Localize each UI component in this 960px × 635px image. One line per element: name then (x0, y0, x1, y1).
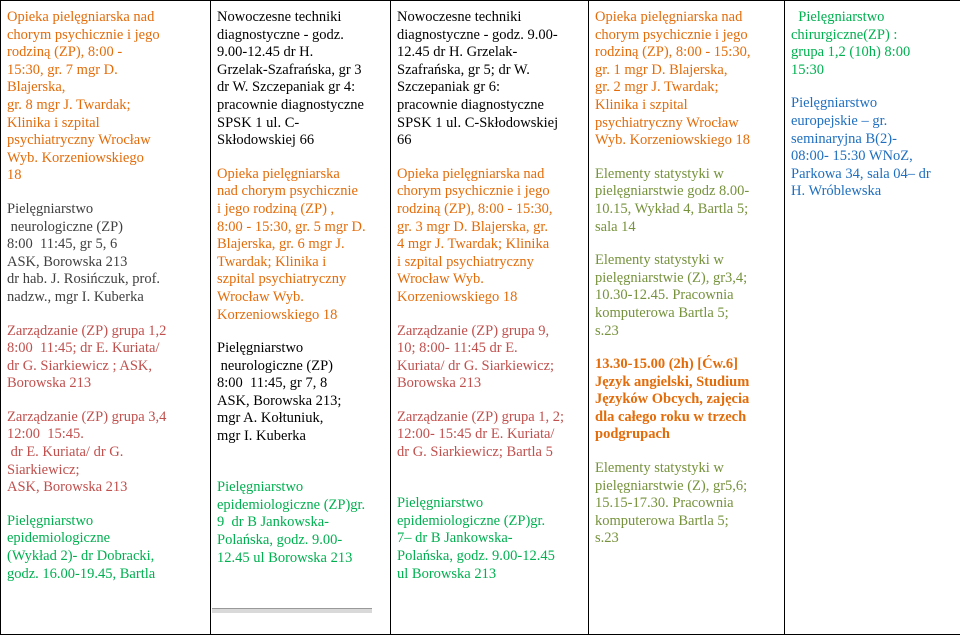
entry-line: Polańska, godz. 9.00-12.45 (397, 548, 584, 566)
entry-line: Pielęgniarstwo (217, 479, 386, 497)
entry-line: epidemiologiczne (ZP)gr. (397, 513, 584, 531)
entry-line: Twardak; Klinika i (217, 254, 386, 272)
entry-line (397, 478, 584, 496)
entry-line: Kuriata/ dr G. Siarkiewicz; (397, 358, 584, 376)
schedule-cell-2 (211, 1, 391, 635)
entry-line: dr G. Siarkiewicz; Bartla 5 (397, 444, 584, 462)
entry-line: pielęgniarstwie godz 8.00- (595, 183, 780, 201)
entry-line: Klinika i szpital (595, 97, 780, 115)
entry-line: 15:30 (791, 62, 956, 80)
entry-line: Pielęgniarstwo (7, 513, 206, 531)
entry-line: Nowoczesne techniki (397, 9, 584, 27)
entry-line: epidemiologiczne (ZP)gr. (217, 497, 386, 515)
entry-line: i jego rodziną (ZP) , (217, 201, 386, 219)
entry-line: 15.15-17.30. Pracownia (595, 495, 780, 513)
course-entry (595, 9, 780, 150)
entry-line: Wyb. Korzeniowskiego (7, 150, 206, 168)
entry-line: Nowoczesne techniki (217, 9, 386, 27)
entry-line: SPSK 1 ul. C- (217, 115, 386, 133)
entry-line: Zarządzanie (ZP) grupa 9, (397, 323, 584, 341)
entry-line: gr. 8 mgr J. Twardak; (7, 97, 206, 115)
entry-line: Języków Obcych, zajęcia (595, 391, 780, 409)
entry-line: Polańska, godz. 9.00- (217, 532, 386, 550)
entry-line: Język angielski, Studium (595, 374, 780, 392)
entry-line: 13.30-15.00 (2h) [Ćw.6] (595, 356, 780, 374)
course-entry (791, 95, 956, 201)
entry-line: 18 (7, 167, 206, 185)
entry-line: Klinika i szpital (7, 115, 206, 133)
entry-line: 15:30, gr. 7 mgr D. (7, 62, 206, 80)
entry-line: chirurgiczne(ZP) : (791, 27, 956, 45)
entry-line: 10.30-12.45. Pracownia (595, 287, 780, 305)
entry-line: 8:00 11:45, gr 7, 8 (217, 375, 386, 393)
entry-line: godz. 16.00-19.45, Bartla (7, 566, 206, 584)
entry-line: 12.45 dr H. Grzelak- (397, 44, 584, 62)
entry-line: Pielęgniarstwo (7, 201, 206, 219)
course-entry (595, 356, 780, 444)
entry-line: nad chorym psychicznie (217, 183, 386, 201)
entry-line: 08:00- 15:30 WNoZ, (791, 148, 956, 166)
entry-line: s.23 (595, 530, 780, 548)
entry-line: pielęgniarstwie (Z), gr5,6; (595, 478, 780, 496)
entry-line: chorym psychicznie i jego (397, 183, 584, 201)
entry-line: 9 dr B Jankowska- (217, 514, 386, 532)
course-entry (397, 9, 584, 150)
entry-line: pielęgniarstwie (Z), gr3,4; (595, 270, 780, 288)
entry-line: 8:00 - 15:30, gr. 5 mgr D. (217, 219, 386, 237)
entry-line: Szczepaniak gr 6: (397, 79, 584, 97)
entry-line: rodziną (ZP), 8:00 - (7, 44, 206, 62)
entry-line: Blajerska, (7, 79, 206, 97)
entry-line: Blajerska, gr. 6 mgr J. (217, 236, 386, 254)
entry-line: 7– dr B Jankowska- (397, 530, 584, 548)
course-entry (595, 166, 780, 236)
entry-line: i szpital psychiatryczny (397, 254, 584, 272)
course-entry (791, 9, 956, 79)
entry-line: Szafrańska, gr 5; dr W. (397, 62, 584, 80)
entry-line: Borowska 213 (397, 375, 584, 393)
schedule-row (1, 1, 960, 635)
course-entry (397, 166, 584, 307)
entry-line: Wrocław Wyb. (217, 289, 386, 307)
entry-line: Elementy statystyki w (595, 460, 780, 478)
entry-line: podgrupach (595, 426, 780, 444)
course-entry (7, 201, 206, 307)
entry-line: 10.15, Wykład 4, Bartla 5; (595, 201, 780, 219)
entry-line: rodziną (ZP), 8:00 - 15:30, (397, 201, 584, 219)
entry-line: Pielęgniarstwo (791, 9, 956, 27)
entry-line: grupa 1,2 (10h) 8:00 (791, 44, 956, 62)
entry-line: dla całego roku w trzech (595, 409, 780, 427)
entry-line: chorym psychicznie i jego (7, 27, 206, 45)
course-entry (217, 9, 386, 150)
entry-line: 8:00 11:45, gr 5, 6 (7, 236, 206, 254)
entry-line: ASK, Borowska 213 (7, 254, 206, 272)
entry-line: ul Borowska 213 (397, 566, 584, 584)
entry-line: H. Wróblewska (791, 183, 956, 201)
course-entry (217, 340, 386, 446)
entry-line: seminaryjna B(2)- (791, 131, 956, 149)
schedule-cell-4 (589, 1, 785, 635)
entry-line: komputerowa Bartla 5; (595, 305, 780, 323)
entry-line: pracownie diagnostyczne (397, 97, 584, 115)
course-entry (7, 323, 206, 393)
entry-line: dr E. Kuriata/ dr G. (7, 444, 206, 462)
entry-line: Elementy statystyki w (595, 252, 780, 270)
entry-line: gr. 3 mgr D. Blajerska, gr. (397, 219, 584, 237)
entry-line: gr. 1 mgr D. Blajerska, (595, 62, 780, 80)
entry-line: Zarządzanie (ZP) grupa 1,2 (7, 323, 206, 341)
course-entry (217, 462, 386, 568)
entry-line: Korzeniowskiego 18 (217, 307, 386, 325)
entry-line: diagnostyczne - godz. 9.00- (397, 27, 584, 45)
course-entry (7, 9, 206, 185)
entry-line: Pielęgniarstwo (217, 340, 386, 358)
entry-line: pracownie diagnostyczne (217, 97, 386, 115)
entry-line: Wrocław Wyb. (397, 271, 584, 289)
entry-line: Borowska 213 (7, 375, 206, 393)
entry-line: Zarządzanie (ZP) grupa 3,4 (7, 409, 206, 427)
entry-line: rodziną (ZP), 8:00 - 15:30, (595, 44, 780, 62)
course-entry (397, 323, 584, 393)
entry-line (217, 462, 386, 480)
entry-line: neurologiczne (ZP) (7, 219, 206, 237)
entry-line: diagnostyczne - godz. (217, 27, 386, 45)
entry-line: 12:00 15:45. (7, 426, 206, 444)
entry-line: 10; 8:00- 11:45 dr E. (397, 340, 584, 358)
entry-line: psychiatryczny Wrocław (7, 132, 206, 150)
entry-line: sala 14 (595, 219, 780, 237)
entry-line: neurologiczne (ZP) (217, 358, 386, 376)
entry-line: Siarkiewicz; (7, 462, 206, 480)
entry-line: szpital psychiatryczny (217, 271, 386, 289)
entry-line: Pielęgniarstwo (397, 495, 584, 513)
entry-line: Skłodowskiej 66 (217, 132, 386, 150)
entry-line: (Wykład 2)- dr Dobracki, (7, 548, 206, 566)
entry-line: Zarządzanie (ZP) grupa 1, 2; (397, 409, 584, 427)
entry-line: Grzelak-Szafrańska, gr 3 (217, 62, 386, 80)
entry-line: psychiatryczny Wrocław (595, 115, 780, 133)
schedule-cell-5 (785, 1, 960, 635)
entry-line: SPSK 1 ul. C-Skłodowskiej (397, 115, 584, 133)
schedule-cell-1 (1, 1, 211, 635)
entry-line: komputerowa Bartla 5; (595, 513, 780, 531)
entry-line: Elementy statystyki w (595, 166, 780, 184)
entry-line: 12.45 ul Borowska 213 (217, 550, 386, 568)
entry-line: nadzw., mgr I. Kuberka (7, 289, 206, 307)
course-entry (7, 409, 206, 497)
entry-line: gr. 2 mgr J. Twardak; (595, 79, 780, 97)
entry-line: Opieka pielęgniarska nad (7, 9, 206, 27)
entry-line: 4 mgr J. Twardak; Klinika (397, 236, 584, 254)
entry-line: ASK, Borowska 213 (7, 479, 206, 497)
entry-line: Opieka pielęgniarska nad (397, 166, 584, 184)
entry-line: Pielęgniarstwo (791, 95, 956, 113)
entry-line: europejskie – gr. (791, 113, 956, 131)
course-entry (397, 478, 584, 584)
course-entry (217, 166, 386, 324)
entry-line: chorym psychicznie i jego (595, 27, 780, 45)
course-entry (397, 409, 584, 462)
entry-line: ASK, Borowska 213; (217, 393, 386, 411)
entry-line: 8:00 11:45; dr E. Kuriata/ (7, 340, 206, 358)
entry-line: 9.00-12.45 dr H. (217, 44, 386, 62)
entry-line: epidemiologiczne (7, 530, 206, 548)
course-entry (7, 513, 206, 583)
entry-line: Opieka pielęgniarska (217, 166, 386, 184)
entry-line: Wyb. Korzeniowskiego 18 (595, 132, 780, 150)
entry-line: Parkowa 34, sala 04– dr (791, 166, 956, 184)
entry-line: dr W. Szczepaniak gr 4: (217, 79, 386, 97)
entry-line: 66 (397, 132, 584, 150)
entry-line: s.23 (595, 323, 780, 341)
course-entry (595, 252, 780, 340)
entry-line: mgr I. Kuberka (217, 428, 386, 446)
entry-line: Opieka pielęgniarska nad (595, 9, 780, 27)
entry-line: dr hab. J. Rosińczuk, prof. (7, 271, 206, 289)
entry-line: mgr A. Kołtuniuk, (217, 410, 386, 428)
entry-line: Korzeniowskiego 18 (397, 289, 584, 307)
entry-line: dr G. Siarkiewicz ; ASK, (7, 358, 206, 376)
entry-line: 12:00- 15:45 dr E. Kuriata/ (397, 426, 584, 444)
table-rule (212, 608, 372, 613)
course-entry (595, 460, 780, 548)
schedule-cell-3 (391, 1, 589, 635)
